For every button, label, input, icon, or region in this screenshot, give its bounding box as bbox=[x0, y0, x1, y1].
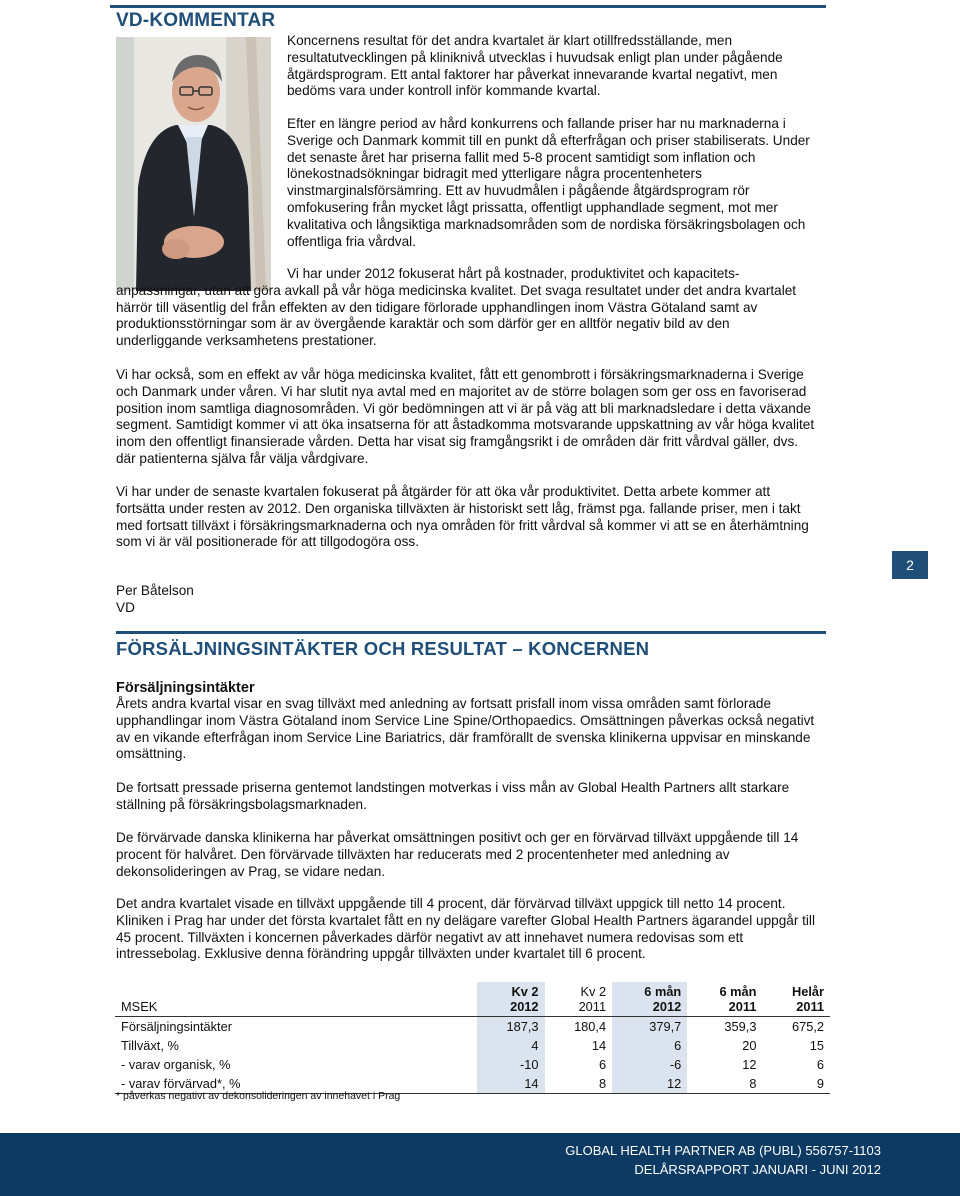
cell: 14 bbox=[477, 1074, 545, 1094]
ceo-portrait bbox=[116, 37, 271, 291]
col-header-line1: 6 mån bbox=[644, 984, 682, 999]
cell: 8 bbox=[687, 1074, 762, 1094]
cell: 12 bbox=[612, 1074, 687, 1094]
sales-paragraph-4: Det andra kvartalet visade en tillväxt uppgående till 4 procent, där förvärvad tillväxt uppgick till netto 14 procent. Kliniken i Prag har under det första kvartalet fått en ny delägare varefter Global Health Partners ägarandel uppgår till 45 procent. Tillväxten i koncernen påverkades därför negativt av att innehavet numera redovisas som ett intressebolag. Exklusive denna förändring uppgår tillväxten under kvartalet till 6 procent. bbox=[116, 896, 815, 962]
table-header-row bbox=[115, 982, 830, 1017]
page-number-badge: 2 bbox=[892, 551, 928, 579]
cell: 6 bbox=[598, 1057, 607, 1072]
cell: 6 bbox=[612, 1036, 687, 1055]
signature-name: Per Båtelson bbox=[116, 583, 194, 598]
cell: 20 bbox=[742, 1038, 757, 1053]
table-header-label: MSEK bbox=[115, 982, 477, 1017]
footer-report-title: DELÅRSRAPPORT JANUARI - JUNI 2012 bbox=[634, 1162, 881, 1177]
table-col-header bbox=[762, 982, 830, 1017]
sales-paragraph-1: Årets andra kvartal visar en svag tillväxt med anledning av fortsatt prisfall inom vissa områden samt förlorade upphandlingar inom Västra Götaland inom Service Line Spine/Orthopaedics. Omsättningen påverkas också negativt av en vikande efterfrågan inom Service Line Bariatrics, där framförallt de svenska klinikerna uppvisar en minskande omsättning. bbox=[116, 696, 815, 762]
cell: 9 bbox=[762, 1074, 830, 1094]
col-header-line2: 2012 bbox=[510, 999, 539, 1014]
cell: 675,2 bbox=[791, 1019, 824, 1034]
vd-paragraph-5: Vi har under de senaste kvartalen fokuserat på åtgärder för att öka vår produktivitet. Detta arbete kommer att fortsätta under resten av 2012. Den organiska tillväxten är historiskt sett låg, främst pga. fallande priser, men i takt med fortsatt tillväxt i försäkringsmarknaderna och nya områden för fritt vårdval så kommer vi att se en återhämtning som vi är väl positionerade för att tillgodogöra oss. bbox=[116, 484, 809, 550]
cell: 180,4 bbox=[574, 1019, 607, 1034]
col-header-line2: 2011 bbox=[796, 999, 824, 1014]
col-header-line2: 2011 bbox=[578, 999, 607, 1014]
table-row bbox=[115, 1017, 830, 1037]
section2-rule bbox=[116, 631, 826, 634]
subsection-title-sales: Försäljningsintäkter bbox=[116, 680, 255, 696]
cell: 12 bbox=[742, 1057, 757, 1072]
vd-paragraph-4: Vi har också, som en effekt av vår höga medicinska kvalitet, fått ett genombrott i försäkringsmarknaderna i Sverige och Danmark under våren. Vi har slutit nya avtal med en majoritet av de större bolagen som ger oss en favoriserad position inom samtliga diagnosområden. Vi gör bedömningen att vi är på väg att bli marknadsledare i detta växande segment. Samtidigt kommer vi att öka insatserna för att åstadkomma motsvarande uppskattning av vår höga kvalitet inom den offentligt finansierade vården. Detta har visat sig framgångsrikt i de områden där fritt vårdval gäller, dvs. där patienterna själva får välja vårdgivare. bbox=[116, 367, 815, 466]
table-col-header bbox=[612, 982, 687, 1017]
cell: 187,3 bbox=[477, 1017, 545, 1037]
section-title-sales: FÖRSÄLJNINGSINTÄKTER OCH RESULTAT – KONCERNEN bbox=[116, 638, 650, 659]
cell: -6 bbox=[612, 1055, 687, 1074]
row-label: - varav organisk, % bbox=[121, 1057, 231, 1072]
cell: 14 bbox=[591, 1038, 607, 1053]
cell: 4 bbox=[477, 1036, 545, 1055]
table-col-header bbox=[687, 982, 762, 1017]
row-label: - varav förvärvad*, % bbox=[115, 1074, 477, 1094]
cell: -10 bbox=[477, 1055, 545, 1074]
sales-table bbox=[115, 982, 830, 1094]
sales-paragraph-3: De förvärvade danska klinikerna har påverkat omsättningen positivt och ger en förvärvad tillväxt uppgående till 14 procent för halvåret. Den förvärvade tillväxten har reducerats med 2 procentenheter med anledning av dekonsolideringen av Prag, se vidare nedan. bbox=[116, 830, 799, 879]
vd-paragraph-3: Vi har under 2012 fokuserat hårt på kostnader, produktivitet och kapacitets-anpassningar, utan att göra avkall på vår höga medicinska kvalitet. Det svaga resultatet under det andra kvartalet härrör till väsentlig del från effekten av den tidigare förlorade upphandlingen inom Västra Götaland samt av produktionsstörningar som är av övergående karaktär och som därför ger en alltför negativ bild av den underliggande verksamhetens prestationer. bbox=[116, 266, 797, 349]
page-footer bbox=[0, 1133, 960, 1196]
sales-paragraph-2: De fortsatt pressade priserna gentemot landstingen motverkas i viss mån av Global Health Partners allt starkare ställning på försäkringsbolagsmarknaden. bbox=[116, 780, 790, 812]
cell: 15 bbox=[809, 1038, 824, 1053]
col-header-line1: Kv 2 bbox=[580, 984, 607, 999]
col-header-line1: 6 mån bbox=[719, 984, 757, 999]
table-row bbox=[115, 1055, 830, 1074]
ceo-portrait-illustration bbox=[116, 37, 271, 291]
top-rule bbox=[110, 5, 826, 8]
cell: 359,3 bbox=[724, 1019, 757, 1034]
footer-company: GLOBAL HEALTH PARTNER AB (PUBL) 556757-1103 bbox=[565, 1143, 881, 1158]
col-header-line1: Helår bbox=[791, 984, 824, 999]
col-header-line2: 2012 bbox=[652, 999, 682, 1014]
table-footnote: * påverkas negativt av dekonsolideringen av innehavet i Prag bbox=[116, 1090, 401, 1102]
row-label: Tillväxt, % bbox=[121, 1038, 179, 1053]
table-col-header bbox=[545, 982, 613, 1017]
section-title-vd: VD-KOMMENTAR bbox=[116, 10, 276, 31]
cell: 379,7 bbox=[612, 1017, 687, 1037]
row-label: Försäljningsintäkter bbox=[121, 1019, 232, 1034]
col-header-line1: Kv 2 bbox=[511, 984, 539, 999]
table-row bbox=[115, 1036, 830, 1055]
col-header-line2: 2011 bbox=[728, 999, 757, 1014]
signature-title: VD bbox=[116, 600, 135, 615]
table-col-header bbox=[477, 982, 545, 1017]
cell: 8 bbox=[545, 1074, 613, 1094]
vd-paragraph-2: Efter en längre period av hård konkurrens och fallande priser har nu marknaderna i Sverige och Danmark kommit till en punkt då efterfrågan och priser stabiliserats. Under det senaste året har priserna fallit med 5-8 procent samtidigt som inflation och lönekostnadsökningar bidragit med ytterligare några procentenheters vinstmarginalsförsämring. Ett av huvudmålen i pågående åtgärdsprogram rör omfokusering från mycket lågt prissatta, offentligt upphandlade segment, mot mer kvalitativa och långsiktiga marknadsområden som de nordiska försäkringsbolagen och offentliga fria vårdval. bbox=[287, 116, 810, 249]
vd-paragraph-1: Koncernens resultat för det andra kvartalet är klart otillfredsställande, men resultatutvecklingen på kliniknivå utvecklas i huvudsak enligt plan under pågående åtgärdsprogram. Ett antal faktorer har påverkat innevarande kvartal negativt, men bedöms vara under kontroll inför kommande kvartal. bbox=[287, 33, 783, 99]
cell: 6 bbox=[816, 1057, 824, 1072]
